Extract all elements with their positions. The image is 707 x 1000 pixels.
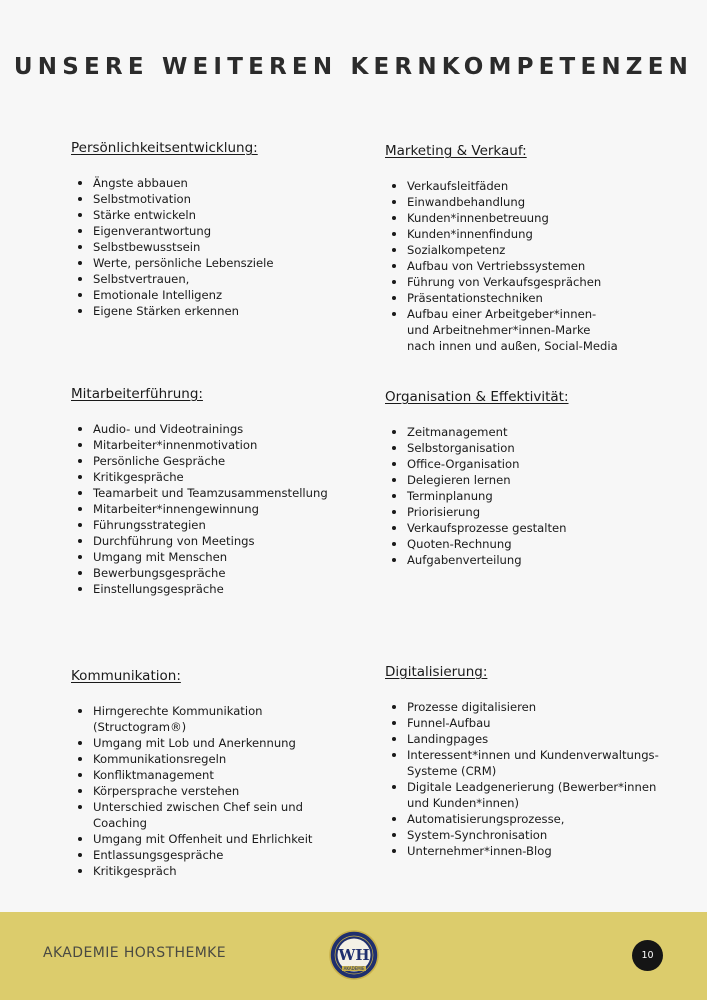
section-heading: Marketing & Verkauf: <box>385 143 527 159</box>
list-item: Stärke entwickeln <box>71 207 371 223</box>
list-item: Ängste abbauen <box>71 175 371 191</box>
competency-list <box>385 699 685 859</box>
list-item: Persönliche Gespräche <box>71 453 371 469</box>
list-item: Umgang mit Offenheit und Ehrlichkeit <box>71 831 371 847</box>
list-item: Führung von Verkaufsgesprächen <box>385 274 685 290</box>
list-item: Kommunikationsregeln <box>71 751 371 767</box>
list-item: Aufgabenverteilung <box>385 552 685 568</box>
list-item: Kritikgespräch <box>71 863 371 879</box>
list-item: Bewerbungsgespräche <box>71 565 371 581</box>
section-leadership <box>71 386 371 597</box>
list-item: Selbstvertrauen, <box>71 271 371 287</box>
list-item: Verkaufsprozesse gestalten <box>385 520 685 536</box>
list-item: Digitale Leadgenerierung (Bewerber*innen und Kunden*innen) <box>385 779 685 811</box>
section-heading: Organisation & Effektivität: <box>385 389 569 405</box>
list-item: Entlassungsgespräche <box>71 847 371 863</box>
list-item: Hirngerechte Kommunikation (Structogram®) <box>71 703 371 735</box>
list-item: Aufbau von Vertriebssystemen <box>385 258 685 274</box>
section-organisation <box>385 389 685 568</box>
list-item: Umgang mit Lob und Anerkennung <box>71 735 371 751</box>
list-item: Körpersprache verstehen <box>71 783 371 799</box>
section-digitalisation <box>385 664 685 859</box>
competency-list <box>71 421 371 597</box>
list-item: Kritikgespräche <box>71 469 371 485</box>
list-item: Delegieren lernen <box>385 472 685 488</box>
section-heading: Mitarbeiterführung: <box>71 386 203 402</box>
section-heading: Digitalisierung: <box>385 664 488 680</box>
list-item: Unternehmer*innen-Blog <box>385 843 685 859</box>
list-item: Führungsstrategien <box>71 517 371 533</box>
list-item: Verkaufsleitfäden <box>385 178 685 194</box>
list-item: Unterschied zwischen Chef sein und Coaching <box>71 799 371 831</box>
list-item: Funnel-Aufbau <box>385 715 685 731</box>
list-item: Priorisierung <box>385 504 685 520</box>
competency-list <box>71 703 371 879</box>
list-item: Einstellungsgespräche <box>71 581 371 597</box>
competency-list <box>385 424 685 568</box>
list-item: Zeitmanagement <box>385 424 685 440</box>
list-item: Aufbau einer Arbeitgeber*innen- und Arbeitnehmer*innen-Marke nach innen und außen, Social-Media <box>385 306 685 354</box>
list-item: Werte, persönliche Lebensziele <box>71 255 371 271</box>
list-item: Mitarbeiter*innenmotivation <box>71 437 371 453</box>
list-item: Eigenverantwortung <box>71 223 371 239</box>
list-item: Selbstbewusstsein <box>71 239 371 255</box>
list-item: Emotionale Intelligenz <box>71 287 371 303</box>
list-item: Interessent*innen und Kundenverwaltungs- Systeme (CRM) <box>385 747 685 779</box>
list-item: Durchführung von Meetings <box>71 533 371 549</box>
list-item: Sozialkompetenz <box>385 242 685 258</box>
competency-list <box>71 175 371 319</box>
footer-bar <box>0 912 707 1000</box>
section-personal-development <box>71 140 371 319</box>
list-item: Einwandbehandlung <box>385 194 685 210</box>
list-item: Kunden*innenfindung <box>385 226 685 242</box>
logo-text: AKADEMIE <box>343 966 365 972</box>
list-item: Office-Organisation <box>385 456 685 472</box>
list-item: Konfliktmanagement <box>71 767 371 783</box>
list-item: Selbstorganisation <box>385 440 685 456</box>
list-item: Terminplanung <box>385 488 685 504</box>
page-title: UNSERE WEITEREN KERNKOMPETENZEN <box>13 54 694 80</box>
list-item: Audio- und Videotrainings <box>71 421 371 437</box>
list-item: Selbstmotivation <box>71 191 371 207</box>
list-item: Prozesse digitalisieren <box>385 699 685 715</box>
list-item: Umgang mit Menschen <box>71 549 371 565</box>
list-item: Kunden*innenbetreuung <box>385 210 685 226</box>
section-heading: Kommunikation: <box>71 668 181 684</box>
section-heading: Persönlichkeitsentwicklung: <box>71 140 258 156</box>
section-communication <box>71 668 371 879</box>
list-item: Mitarbeiter*innengewinnung <box>71 501 371 517</box>
section-marketing-sales <box>385 143 685 354</box>
footer-brand: AKADEMIE HORSTHEMKE <box>43 945 227 961</box>
list-item: Präsentationstechniken <box>385 290 685 306</box>
logo-monogram: WH <box>338 946 370 964</box>
list-item: Quoten-Rechnung <box>385 536 685 552</box>
competency-list <box>385 178 685 354</box>
list-item: Automatisierungsprozesse, <box>385 811 685 827</box>
list-item: Landingpages <box>385 731 685 747</box>
list-item: System-Synchronisation <box>385 827 685 843</box>
page-number-badge: 10 <box>632 940 663 971</box>
list-item: Eigene Stärken erkennen <box>71 303 371 319</box>
list-item: Teamarbeit und Teamzusammenstellung <box>71 485 371 501</box>
academy-logo-icon <box>329 930 379 980</box>
